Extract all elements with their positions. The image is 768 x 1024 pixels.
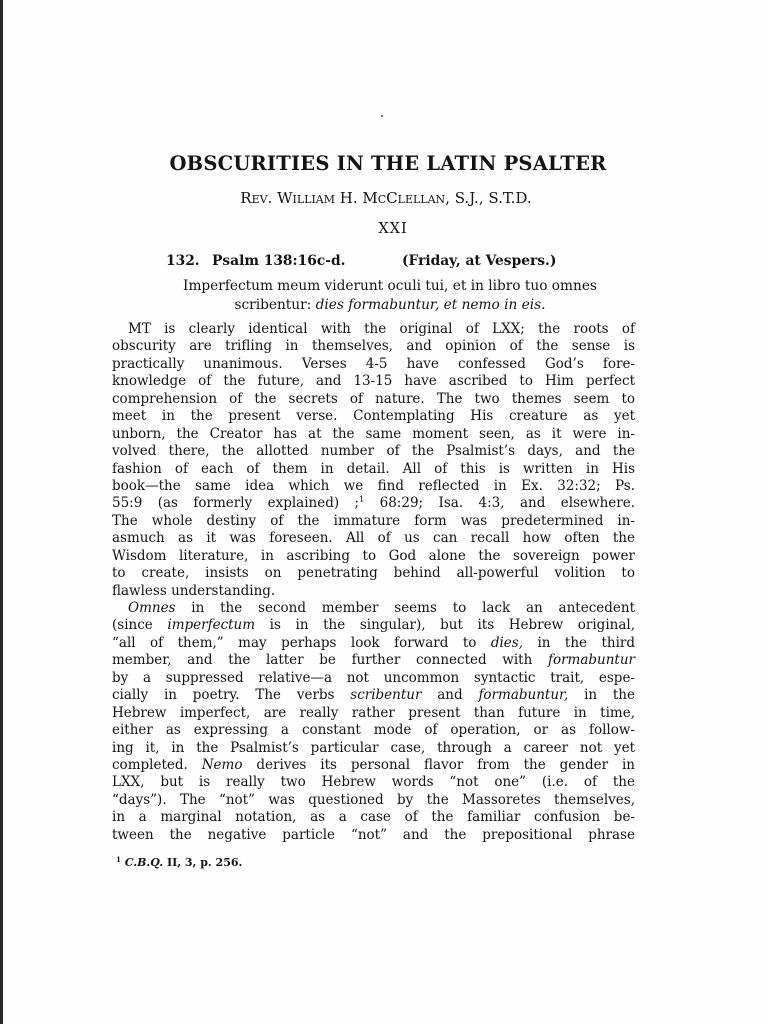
- footnote-citation: II, 3, p. 256.: [163, 856, 243, 869]
- body-line: either as expressing a constant mode of operation, or as follow-: [112, 722, 635, 739]
- body-text-fragment: and: [421, 687, 479, 704]
- body-line: in a marginal notation, as a case of the familiar confusion be-: [112, 809, 635, 826]
- body-line: [112, 635, 635, 652]
- body-line: fashion of each of them in detail. All of this is written in His: [112, 460, 635, 477]
- article-author: Rev. William H. McClellan, S.J., S.T.D.: [240, 189, 532, 207]
- body-line: unborn, the Creator has at the same moment seen, as it were in-: [112, 425, 635, 442]
- section-numeral: XXI: [378, 221, 408, 237]
- body-text-fragment: is in the singular), but its Hebrew original,: [255, 617, 635, 634]
- body-text-fragment: cially in poetry. The verbs: [112, 687, 351, 704]
- body-text-fragment: (since: [112, 617, 168, 634]
- italic-term: formabuntur,: [478, 687, 569, 704]
- scan-speck: [381, 115, 383, 117]
- body-text-fragment: completed.: [112, 756, 202, 773]
- body-line: Hebrew imperfect, are really rather present than future in time,: [112, 704, 635, 721]
- psalm-heading: [166, 253, 556, 269]
- psalm-entry-number: 132.: [166, 253, 200, 269]
- body-line: asmuch as it was foreseen. All of us can recall how often the: [112, 530, 635, 547]
- body-line: book—the same idea which we find reflected in Ex. 32:32; Ps.: [112, 477, 635, 494]
- body-line: [112, 757, 635, 774]
- article-body: [112, 321, 635, 844]
- latin-verse-quote: [110, 277, 670, 315]
- italic-term: imperfectum: [167, 617, 256, 634]
- body-line: [112, 600, 635, 617]
- body-line: “days”). The “not” was questioned by the Massoretes themselves,: [112, 791, 635, 808]
- body-line: Wisdom literature, in ascribing to God alone the sovereign power: [112, 547, 635, 564]
- body-line: MT is clearly identical with the original of LXX; the roots of: [128, 321, 635, 337]
- footnote: [116, 856, 242, 869]
- italic-term: Nemo: [201, 756, 243, 773]
- psalm-occasion: (Friday, at Vespers.): [402, 253, 557, 269]
- body-line: LXX, but is really two Hebrew words “not one” (i.e. of the: [112, 774, 635, 791]
- body-line: comprehension of the secrets of nature. The two themes seem to: [112, 390, 635, 407]
- footnote-reference: 1: [359, 495, 365, 505]
- body-text-fragment: 68:29; Isa. 4:3, and elsewhere.: [364, 495, 635, 512]
- body-line: practically unanimous. Verses 4-5 have confessed God’s fore-: [112, 355, 635, 372]
- body-line: meet in the present verse. Contemplating His creature as yet: [112, 408, 635, 425]
- italic-term: formabuntur: [547, 652, 635, 669]
- quote-line-2: [110, 296, 670, 315]
- body-text-fragment: 55:9 (as formerly explained) ;: [112, 495, 360, 512]
- psalm-reference: Psalm 138:16c-d.: [212, 253, 346, 269]
- body-line: [112, 617, 635, 634]
- body-line: by a suppressed relative—a not uncommon syntactic trait, espe-: [112, 669, 635, 686]
- footnote-marker: 1: [116, 855, 121, 864]
- italic-term: dies,: [490, 634, 523, 651]
- body-line: The whole destiny of the immature form was predetermined in-: [112, 512, 635, 529]
- body-line: ing it, in the Psalmist’s particular case, through a career not yet: [112, 739, 635, 756]
- quote-plain-part: scribentur:: [234, 297, 312, 313]
- body-line: flawless understanding.: [112, 582, 276, 599]
- body-text-fragment: “all of them,” may perhaps look forward to: [112, 634, 491, 651]
- article-title: OBSCURITIES IN THE LATIN PSALTER: [169, 152, 607, 175]
- quote-line-1: Imperfectum meum viderunt oculi tui, et in libro tuo omnes: [183, 278, 597, 294]
- body-line: to create, insists on penetrating behind all-powerful volition to: [112, 565, 635, 582]
- body-text-fragment: in the: [568, 687, 635, 704]
- body-text-fragment: in the second member seems to lack an antecedent: [175, 600, 635, 616]
- body-line: volved there, the allotted number of the Psalmist’s days, and the: [112, 443, 635, 460]
- body-line: knowledge of the future, and 13-15 have ascribed to Him perfect: [112, 373, 635, 390]
- body-text-fragment: derives its personal flavor from the gender in: [242, 756, 635, 773]
- body-text-fragment: member, and the latter be further connected with: [112, 652, 548, 669]
- footnote-journal: C.B.Q.: [124, 856, 164, 869]
- body-line: tween the negative particle “not” and the prepositional phrase: [112, 826, 635, 843]
- italic-term: Omnes: [128, 600, 176, 616]
- quote-italic-part: dies formabuntur, et nemo in eis.: [315, 297, 546, 313]
- body-line: [112, 652, 635, 669]
- body-line: [112, 687, 635, 704]
- body-line: obscurity are trifling in themselves, and opinion of the sense is: [112, 338, 635, 355]
- italic-term: scribentur: [350, 687, 422, 704]
- body-text-fragment: in the third: [523, 634, 635, 651]
- body-line-with-footnote-ref: [112, 495, 635, 512]
